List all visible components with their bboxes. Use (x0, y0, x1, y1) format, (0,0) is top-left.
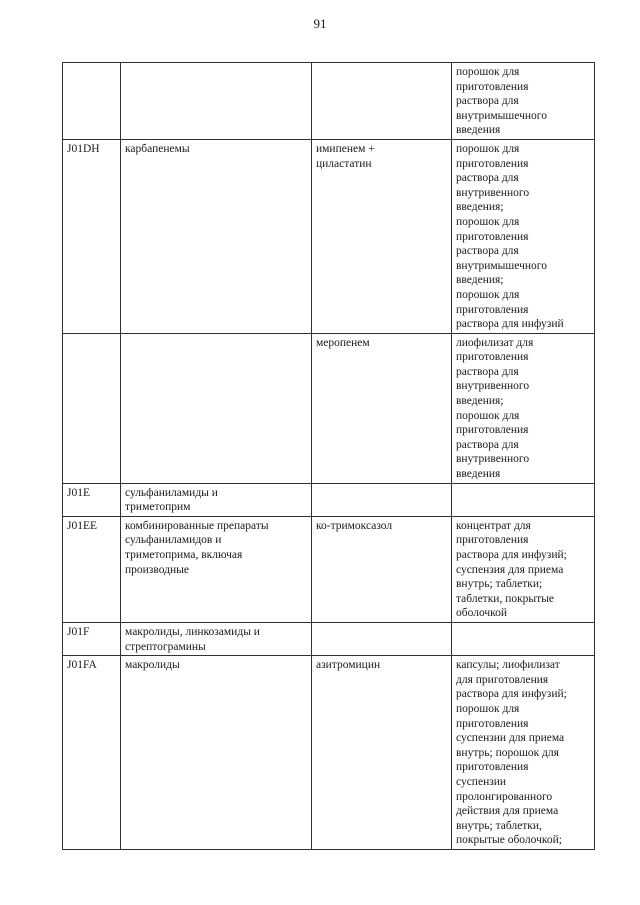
drug-name-cell (312, 139, 452, 333)
cell-line: раствора для (456, 438, 519, 451)
cell-line: внутривенного (456, 186, 530, 199)
cell-line: капсулы; лиофилизат (456, 659, 560, 672)
cell-line: порошок для (456, 409, 520, 422)
drug-table (62, 62, 595, 850)
cell-line: внутрь; таблетки; (456, 578, 543, 591)
cell-line: внутримышечного (456, 109, 547, 122)
atc-code-cell (63, 483, 121, 516)
cell-line: действия для приема (456, 805, 559, 818)
atc-code-cell (63, 63, 121, 140)
cell-line: введения (456, 468, 501, 481)
cell-line: стрептограмины (125, 640, 206, 653)
cell-line: меропенем (316, 336, 370, 349)
cell-line: внутрь; таблетки, (456, 819, 542, 832)
cell-line: суспензии (456, 775, 507, 788)
cell-line: оболочкой (456, 607, 508, 620)
cell-line: раствора для (456, 245, 519, 258)
cell-line: внутримышечного (456, 259, 547, 272)
cell-line: приготовления (456, 534, 529, 547)
cell-line: комбинированные препараты (125, 519, 269, 532)
cell-line: раствора для (456, 95, 519, 108)
cell-line: раствора для (456, 365, 519, 378)
cell-line: введения; (456, 395, 504, 408)
cell-line: лиофилизат для (456, 336, 534, 349)
cell-text: J01EE (67, 519, 98, 532)
group-name-cell (121, 63, 312, 140)
atc-code-cell (63, 516, 121, 622)
cell-line: внутривенного (456, 453, 530, 466)
cell-line: порошок для (456, 215, 520, 228)
group-name-cell (121, 139, 312, 333)
drug-name-cell (312, 333, 452, 483)
cell-line: приготовления (456, 230, 529, 243)
cell-line: приготовления (456, 717, 529, 730)
cell-line: пролонгированного (456, 790, 553, 803)
atc-code-cell (63, 622, 121, 655)
cell-line: азитромицин (316, 659, 381, 672)
dosage-form-cell (452, 333, 595, 483)
cell-line: раствора для инфузий; (456, 549, 567, 561)
cell-line: имипенем + (316, 142, 375, 155)
cell-line: раствора для инфузий (456, 318, 564, 331)
cell-line: карбапенемы (125, 142, 190, 155)
cell-line: сульфаниламиды и (125, 486, 218, 499)
cell-line: циластатин (316, 157, 372, 170)
drug-name-cell (312, 516, 452, 622)
cell-line: сульфаниламидов и (125, 534, 222, 547)
cell-text: J01FA (67, 659, 97, 672)
cell-text: J01DH (67, 142, 100, 155)
group-name-cell (121, 333, 312, 483)
atc-code-cell (63, 656, 121, 850)
cell-line: ко-тримоксазол (316, 519, 393, 532)
cell-text: J01F (67, 625, 90, 638)
cell-line: триметоприма, включая (125, 549, 243, 561)
cell-line: триметоприм (125, 501, 191, 514)
table-body (63, 63, 595, 850)
cell-line: приготовления (456, 80, 529, 93)
cell-line: суспензия для приема (456, 563, 564, 576)
table-row (63, 139, 595, 333)
group-name-cell (121, 516, 312, 622)
cell-line: внутрь; порошок для (456, 746, 559, 759)
atc-code-cell (63, 139, 121, 333)
cell-text: J01E (67, 486, 90, 499)
cell-line: приготовления (456, 157, 529, 170)
group-name-cell (121, 656, 312, 850)
group-name-cell (121, 622, 312, 655)
table-row (63, 516, 595, 622)
drug-name-cell (312, 63, 452, 140)
cell-line: порошок для (456, 66, 520, 78)
cell-line: таблетки, покрытые (456, 592, 555, 605)
page-number: 91 (313, 16, 327, 31)
dosage-form-cell (452, 656, 595, 850)
cell-line: приготовления (456, 303, 529, 316)
cell-line: макролиды, линкозамиды и (125, 625, 260, 638)
cell-line: порошок для (456, 288, 520, 301)
cell-line: введения; (456, 201, 504, 214)
cell-line: введения; (456, 274, 504, 287)
dosage-form-cell (452, 483, 595, 516)
drug-name-cell (312, 622, 452, 655)
atc-code-cell (63, 333, 121, 483)
dosage-form-cell (452, 516, 595, 622)
cell-line: раствора для инфузий; (456, 688, 567, 701)
cell-line: суспензии для приема (456, 732, 565, 745)
cell-line: концентрат для (456, 519, 531, 532)
dosage-form-cell (452, 139, 595, 333)
cell-line: приготовления (456, 761, 529, 774)
dosage-form-cell (452, 63, 595, 140)
table-row (63, 656, 595, 850)
cell-line: производные (125, 563, 189, 576)
drug-name-cell (312, 483, 452, 516)
cell-line: покрытые оболочкой; (456, 834, 562, 847)
cell-line: приготовления (456, 351, 529, 364)
cell-line: макролиды (125, 659, 180, 672)
cell-line: порошок для (456, 702, 520, 715)
cell-line: порошок для (456, 142, 520, 155)
table-row (63, 622, 595, 655)
cell-line: для приготовления (456, 673, 549, 686)
table-row (63, 63, 595, 140)
cell-line: введения (456, 124, 501, 137)
table-row (63, 483, 595, 516)
dosage-form-cell (452, 622, 595, 655)
cell-line: приготовления (456, 424, 529, 437)
cell-line: внутривенного (456, 380, 530, 393)
group-name-cell (121, 483, 312, 516)
table-row (63, 333, 595, 483)
drug-name-cell (312, 656, 452, 850)
cell-line: раствора для (456, 172, 519, 185)
